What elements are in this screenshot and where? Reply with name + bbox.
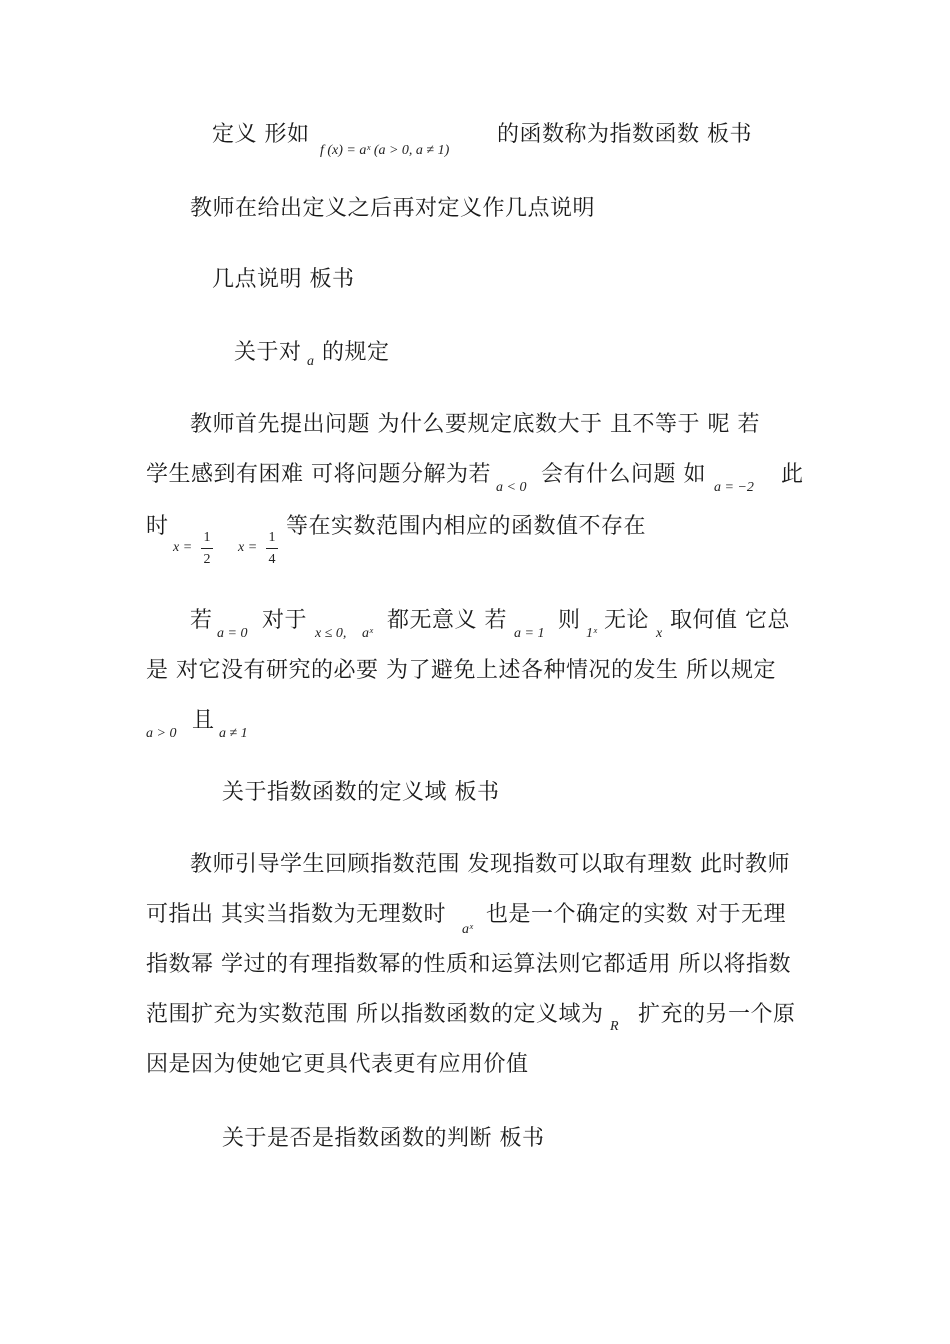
paragraph-cases-then: 则 [558, 608, 581, 633]
math-a-not-equal-one: a ≠ 1 [219, 726, 248, 741]
subheading-base-rule-prefix: 关于对 [234, 340, 302, 365]
explanation-intro: 教师在给出定义之后再对定义作几点说明 [190, 196, 596, 221]
math-one-power-x: 1ˣ [586, 626, 597, 641]
paragraph-cases-regardless: 无论 [604, 608, 650, 633]
function-definition-formula: f (x) = aˣ (a > 0, a ≠ 1) [320, 143, 450, 158]
paragraph-domain-line3: 指数幂 学过的有理指数幂的性质和运算法则它都适用 所以将指数 [146, 952, 791, 977]
paragraph-domain-line4: 范围扩充为实数范围 所以指数函数的定义域为 [146, 1002, 604, 1027]
paragraph-question-line3b: 等在实数范围内相应的函数值不存在 [286, 514, 647, 539]
paragraph-domain-line4b: 扩充的另一个原 [638, 1002, 796, 1027]
definition-label: 定义 形如 [212, 122, 310, 147]
paragraph-question-line2c: 此 [781, 462, 804, 487]
definition-text: 的函数称为指数函数 板书 [497, 122, 752, 147]
math-a-power-x-irrational: aˣ [462, 922, 473, 937]
math-a: a [307, 354, 314, 369]
math-real-numbers-R: R [610, 1019, 619, 1034]
paragraph-cases-value: 取何值 它总 [670, 608, 790, 633]
math-x-le-zero: x ≤ 0, [315, 626, 347, 641]
paragraph-cases-for: 对于 [262, 608, 308, 633]
paragraph-domain-line2b: 也是一个确定的实数 对于无理 [486, 902, 786, 927]
math-x-equals-one-half: x = 1 2 [173, 530, 213, 574]
paragraph-cases-prefix: 若 [190, 608, 213, 633]
section-heading-notes: 几点说明 板书 [212, 267, 355, 292]
math-x-equals-one-quarter: x = 1 4 [238, 530, 278, 574]
math-a-equals-minus-two: a = −2 [714, 480, 754, 495]
paragraph-cases-line2: 是 对它没有研究的必要 为了避免上述各种情况的发生 所以规定 [146, 658, 776, 683]
math-a-equals-one: a = 1 [514, 626, 545, 641]
math-a-equals-zero: a = 0 [217, 626, 248, 641]
paragraph-question-line2: 学生感到有困难 可将问题分解为若 [146, 462, 491, 487]
paragraph-domain-line1: 教师引导学生回顾指数范围 发现指数可以取有理数 此时教师 [190, 852, 790, 877]
subheading-domain: 关于指数函数的定义域 板书 [222, 780, 500, 805]
math-x: x [656, 626, 663, 641]
paragraph-domain-line2: 可指出 其实当指数为无理数时 [146, 902, 446, 927]
paragraph-cases-meaningless: 都无意义 若 [387, 608, 507, 633]
math-a-greater-than-zero: a > 0 [146, 726, 177, 741]
math-a-power-x: aˣ [362, 626, 373, 641]
paragraph-question-line2b: 会有什么问题 如 [541, 462, 706, 487]
paragraph-cases-and: 且 [192, 708, 215, 733]
paragraph-question-line1: 教师首先提出问题 为什么要规定底数大于 且不等于 呢 若 [190, 412, 760, 437]
paragraph-question-line3: 时 [146, 514, 169, 539]
subheading-base-rule-suffix: 的规定 [322, 340, 390, 365]
math-a-less-than-zero: a < 0 [496, 480, 527, 495]
paragraph-domain-line5: 因是因为使她它更具代表更有应用价值 [146, 1052, 529, 1077]
subheading-judgement: 关于是否是指数函数的判断 板书 [222, 1126, 545, 1151]
